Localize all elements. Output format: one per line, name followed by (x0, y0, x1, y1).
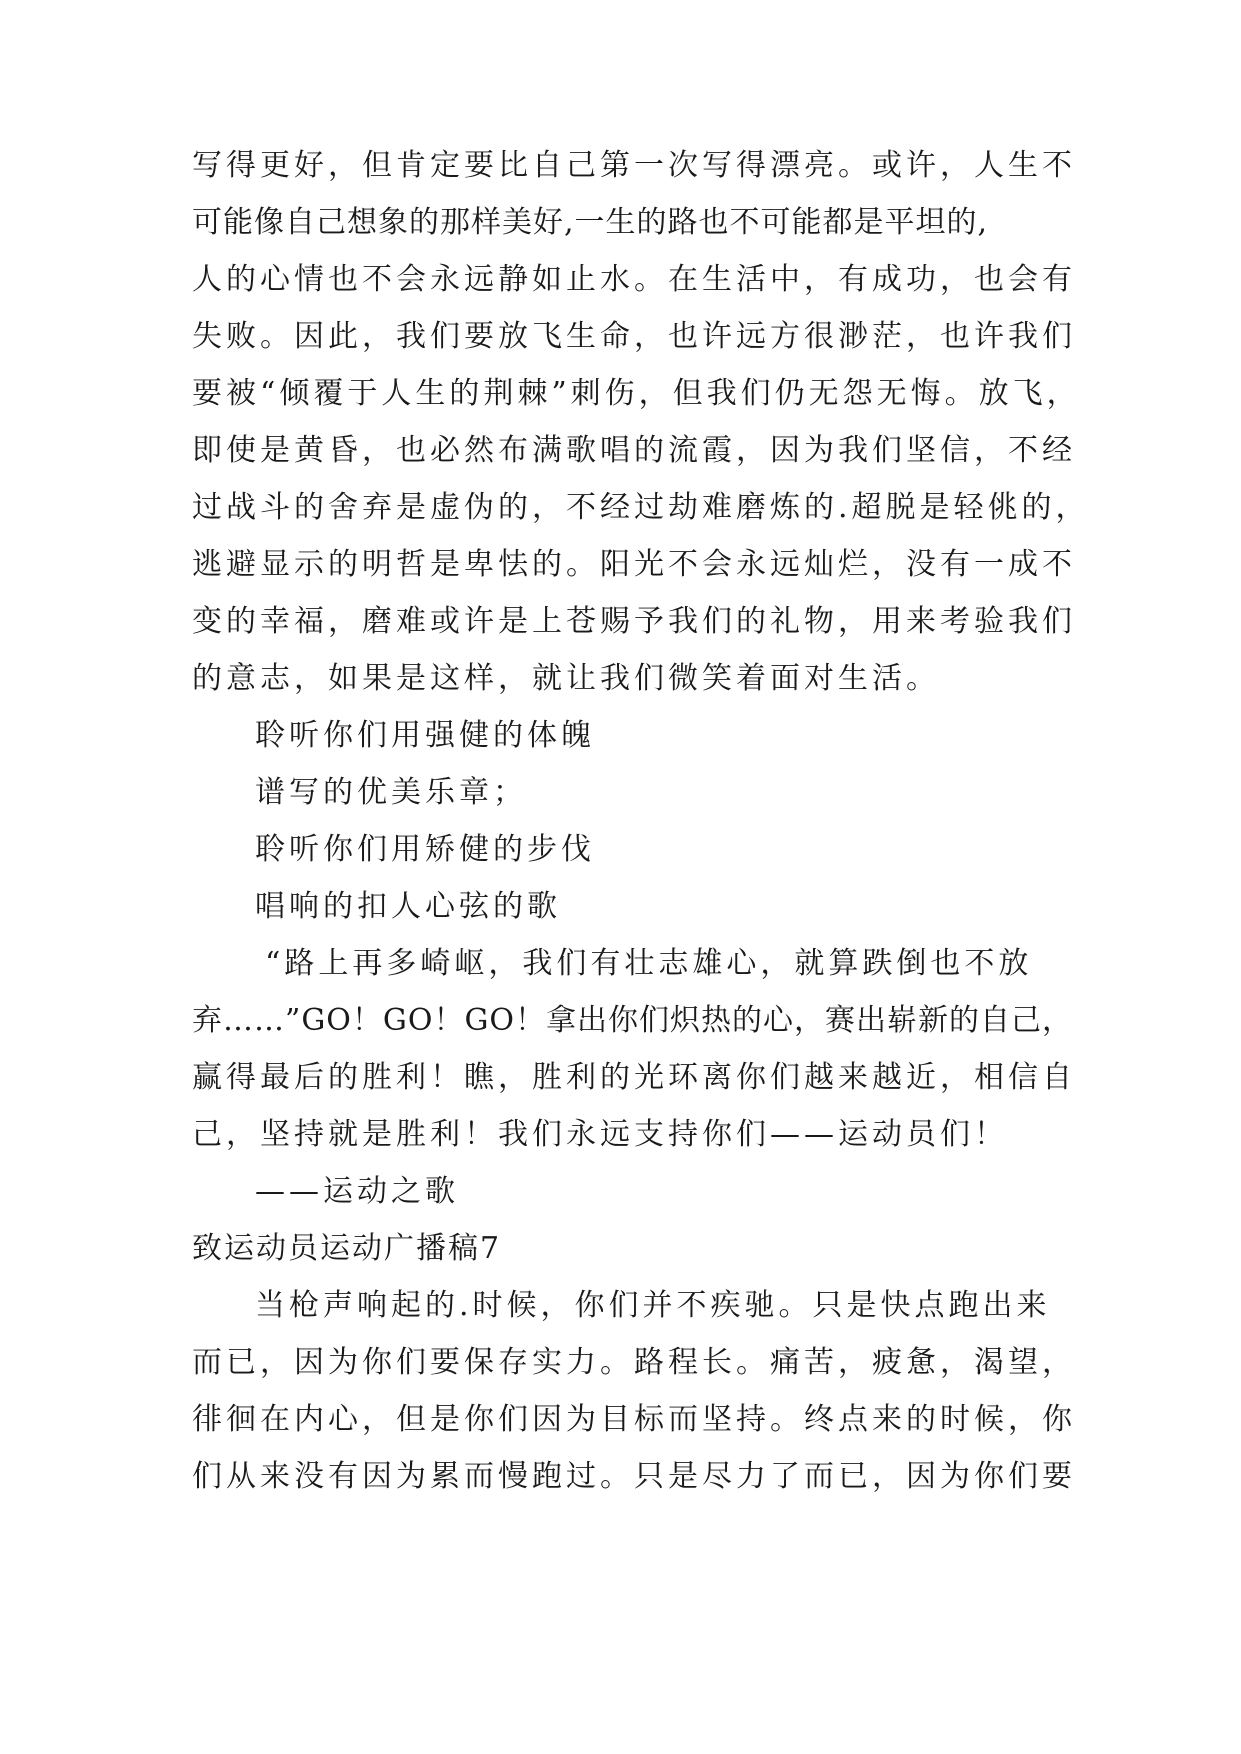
text-line: 的意志，如果是这样，就让我们微笑着面对生活。 (192, 661, 940, 696)
poem-line: 唱响的扣人心弦的歌 (255, 889, 561, 924)
text-line: 徘徊在内心，但是你们因为目标而坚持。终点来的时候，你 (192, 1402, 1076, 1437)
poem-line: 谱写的优美乐章； (255, 775, 527, 810)
text-line: 变的幸福，磨难或许是上苍赐予我们的礼物，用来考验我们 (192, 604, 1076, 639)
text-line: 即使是黄昏，也必然布满歌唱的流霞，因为我们坚信，不经 (192, 433, 1076, 468)
text-line: 己，坚持就是胜利！我们永远支持你们——运动员们！ (192, 1117, 1008, 1152)
text-line: 过战斗的舍弃是虚伪的，不经过劫难磨炼的.超脱是轻佻的， (192, 490, 1090, 525)
text-line: 逃避显示的明哲是卑怯的。阳光不会永远灿烂，没有一成不 (192, 547, 1076, 582)
text-line: 赢得最后的胜利！瞧，胜利的光环离你们越来越近，相信自 (192, 1060, 1076, 1095)
poem-line: 聆听你们用矫健的步伐 (255, 832, 595, 867)
text-line: 失败。因此，我们要放飞生命，也许远方很渺茫，也许我们 (192, 319, 1076, 354)
poem-line: 聆听你们用强健的体魄 (255, 718, 595, 753)
text-line: 当枪声响起的.时候，你们并不疾驰。只是快点跑出来 (255, 1288, 1051, 1323)
attribution-line: ——运动之歌 (255, 1174, 459, 1209)
text-line: “路上再多崎岖，我们有壮志雄心，就算跌倒也不放 (265, 946, 1033, 981)
text-line: 人的心情也不会永远静如止水。在生活中，有成功，也会有 (192, 262, 1076, 297)
text-line: 而已，因为你们要保存实力。路程长。痛苦，疲惫，渴望， (192, 1345, 1076, 1380)
text-line: 写得更好，但肯定要比自己第一次写得漂亮。或许，人生不 (192, 148, 1076, 183)
text-line: 可能像自己想象的那样美好,一生的路也不可能都是平坦的, (192, 205, 989, 240)
text-line: 要被“倾覆于人生的荆棘”刺伤，但我们仍无怨无悔。放飞， (192, 376, 1081, 411)
text-line: 弃……”GO！GO！GO！拿出你们炽热的心，赛出崭新的自己， (192, 1003, 1074, 1038)
text-line: 们从来没有因为累而慢跑过。只是尽力了而已，因为你们要 (192, 1459, 1076, 1494)
section-heading: 致运动员运动广播稿7 (192, 1231, 502, 1266)
